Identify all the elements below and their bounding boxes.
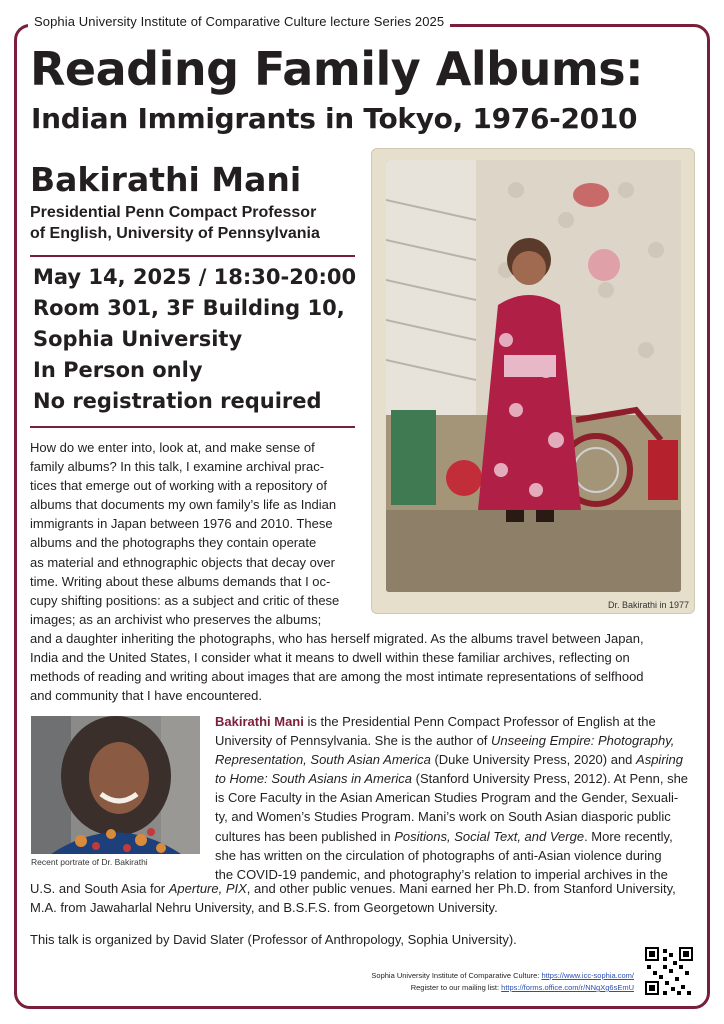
abstract-narrow [30,438,363,629]
speaker-portrait [31,716,200,854]
bio-text: University of Pennsylvania. She is the author of [215,733,492,749]
abstract-line: images; as an archivist who preserves the albums; [30,611,322,627]
bio-line: is Core Faculty in the Asian American Studies Program and the Gender, Sexuali- [215,790,679,806]
childhood-photo [386,160,681,592]
organizer-note: This talk is organized by David Slater (Professor of Anthropology, Sophia University). [30,932,517,947]
speaker-bio [215,712,700,884]
bio-text: (Stanford University Press, 2012). At Penn, she [412,771,689,787]
bio-line: the COVID-19 pandemic, and photography’s relation to imperial archives in the [215,866,668,882]
qr-code[interactable] [645,947,693,995]
event-venue: Sophia University [33,327,243,351]
abstract-line: albums and the photographs they contain operate [30,535,317,551]
abstract-line: immigrants in Japan between 1976 and 2010. These [30,516,333,532]
icc-website-link[interactable]: https://www.icc-sophia.com/ [541,971,634,980]
bio-line: she has written on the circulation of photographs of anti-Asian violence during [215,847,662,863]
bio-speaker-name: Bakirathi Mani [215,714,304,729]
journal-titles: Positions, Social Text, and Verge [394,828,585,844]
poster-subtitle: Indian Immigrants in Tokyo, 1976-2010 [31,102,638,135]
abstract-line: tices that emerge out of working with a repository of [30,478,327,494]
book-title: to Home: South Asians in America [215,771,413,787]
event-mode: In Person only [33,358,203,382]
abstract-line: India and the United States, I consider what it means to dwell within these familiar archives, reflecting on [30,650,630,666]
abstract-line: albums that documents my own family’s life as Indian [30,497,337,513]
bio-line [215,750,700,769]
speaker-portrait-illustration [31,716,200,854]
event-date-time: May 14, 2025 / 18:30-20:00 [33,265,357,289]
speaker-name: Bakirathi Mani [30,160,302,199]
affiliation-line: of English, University of Pennsylvania [30,225,320,242]
bio-line: ty, and Women’s Studies Program. Mani’s work on South Asian diasporic public [215,809,671,825]
footer-line [371,970,634,982]
abstract-line: cupy shifting positions: as a subject and critic of these [30,592,340,608]
abstract-line: time. Writing about these albums demands that I oc- [30,573,331,589]
abstract-line: methods of reading and writing about images that are among the most intimate representations of selfhood [30,669,644,685]
footer-label: Register to our mailing list: [410,983,502,992]
speaker-affiliation [30,202,370,244]
bio-text: cultures has been published in [215,828,395,844]
bio-line [215,712,700,731]
qr-code-icon [645,947,693,995]
book-title: Representation, South Asian America [215,752,431,768]
bio-line [215,731,700,750]
bio-text: . More recently, [584,828,673,844]
mailing-list-link[interactable]: https://forms.office.com/r/NNgXg6sEmU [501,983,634,992]
portrait-caption: Recent portrate of Dr. Bakirathi [31,857,148,867]
bio-line: M.A. from Jawaharlal Nehru University, and B.S.F.S. from Georgetown University. [30,900,498,916]
photo-caption: Dr. Bakirathi in 1977 [608,600,690,610]
childhood-photo-illustration [386,160,681,592]
speaker-bio-continued [30,879,700,917]
footer-links [371,970,634,994]
divider-top [30,255,355,257]
bio-text: , and other public venues. Mani earned her Ph.D. from Stanford University, [246,881,676,896]
affiliation-line: Presidential Penn Compact Professor [30,204,317,221]
bio-line [30,879,700,898]
journal-titles: Aperture, PIX [168,881,247,896]
footer-line [371,982,634,994]
book-title: Aspiring [636,752,683,768]
event-registration: No registration required [33,389,322,413]
abstract-line: family albums? In this talk, I examine archival prac- [30,459,325,475]
abstract-line: and a daughter inheriting the photographs, who has herself migrated. As the albums travel between Japan, [30,631,644,646]
bio-line [215,827,700,846]
lecture-series-label: Sophia University Institute of Comparative Culture lecture Series 2025 [28,14,450,29]
bio-text: (Duke University Press, 2020) and [430,752,637,768]
event-details [33,262,356,417]
bio-text: U.S. and South Asia for [30,881,169,896]
abstract-line: How do we enter into, look at, and make sense of [30,440,315,455]
bio-text: is the Presidential Penn Compact Professor of English at the [303,714,656,729]
footer-label: Sophia University Institute of Comparative Culture: [371,971,542,980]
abstract-wide [30,629,700,705]
divider-bottom [30,426,355,428]
bio-line [215,769,700,788]
event-room: Room 301, 3F Building 10, [33,296,345,320]
abstract-line: and community that I have encountered. [30,688,262,704]
poster-title: Reading Family Albums: [30,42,644,96]
book-title: Unseeing Empire: Photography, [491,733,675,749]
abstract-line: as material and ethnographic objects that decay over [30,554,335,570]
